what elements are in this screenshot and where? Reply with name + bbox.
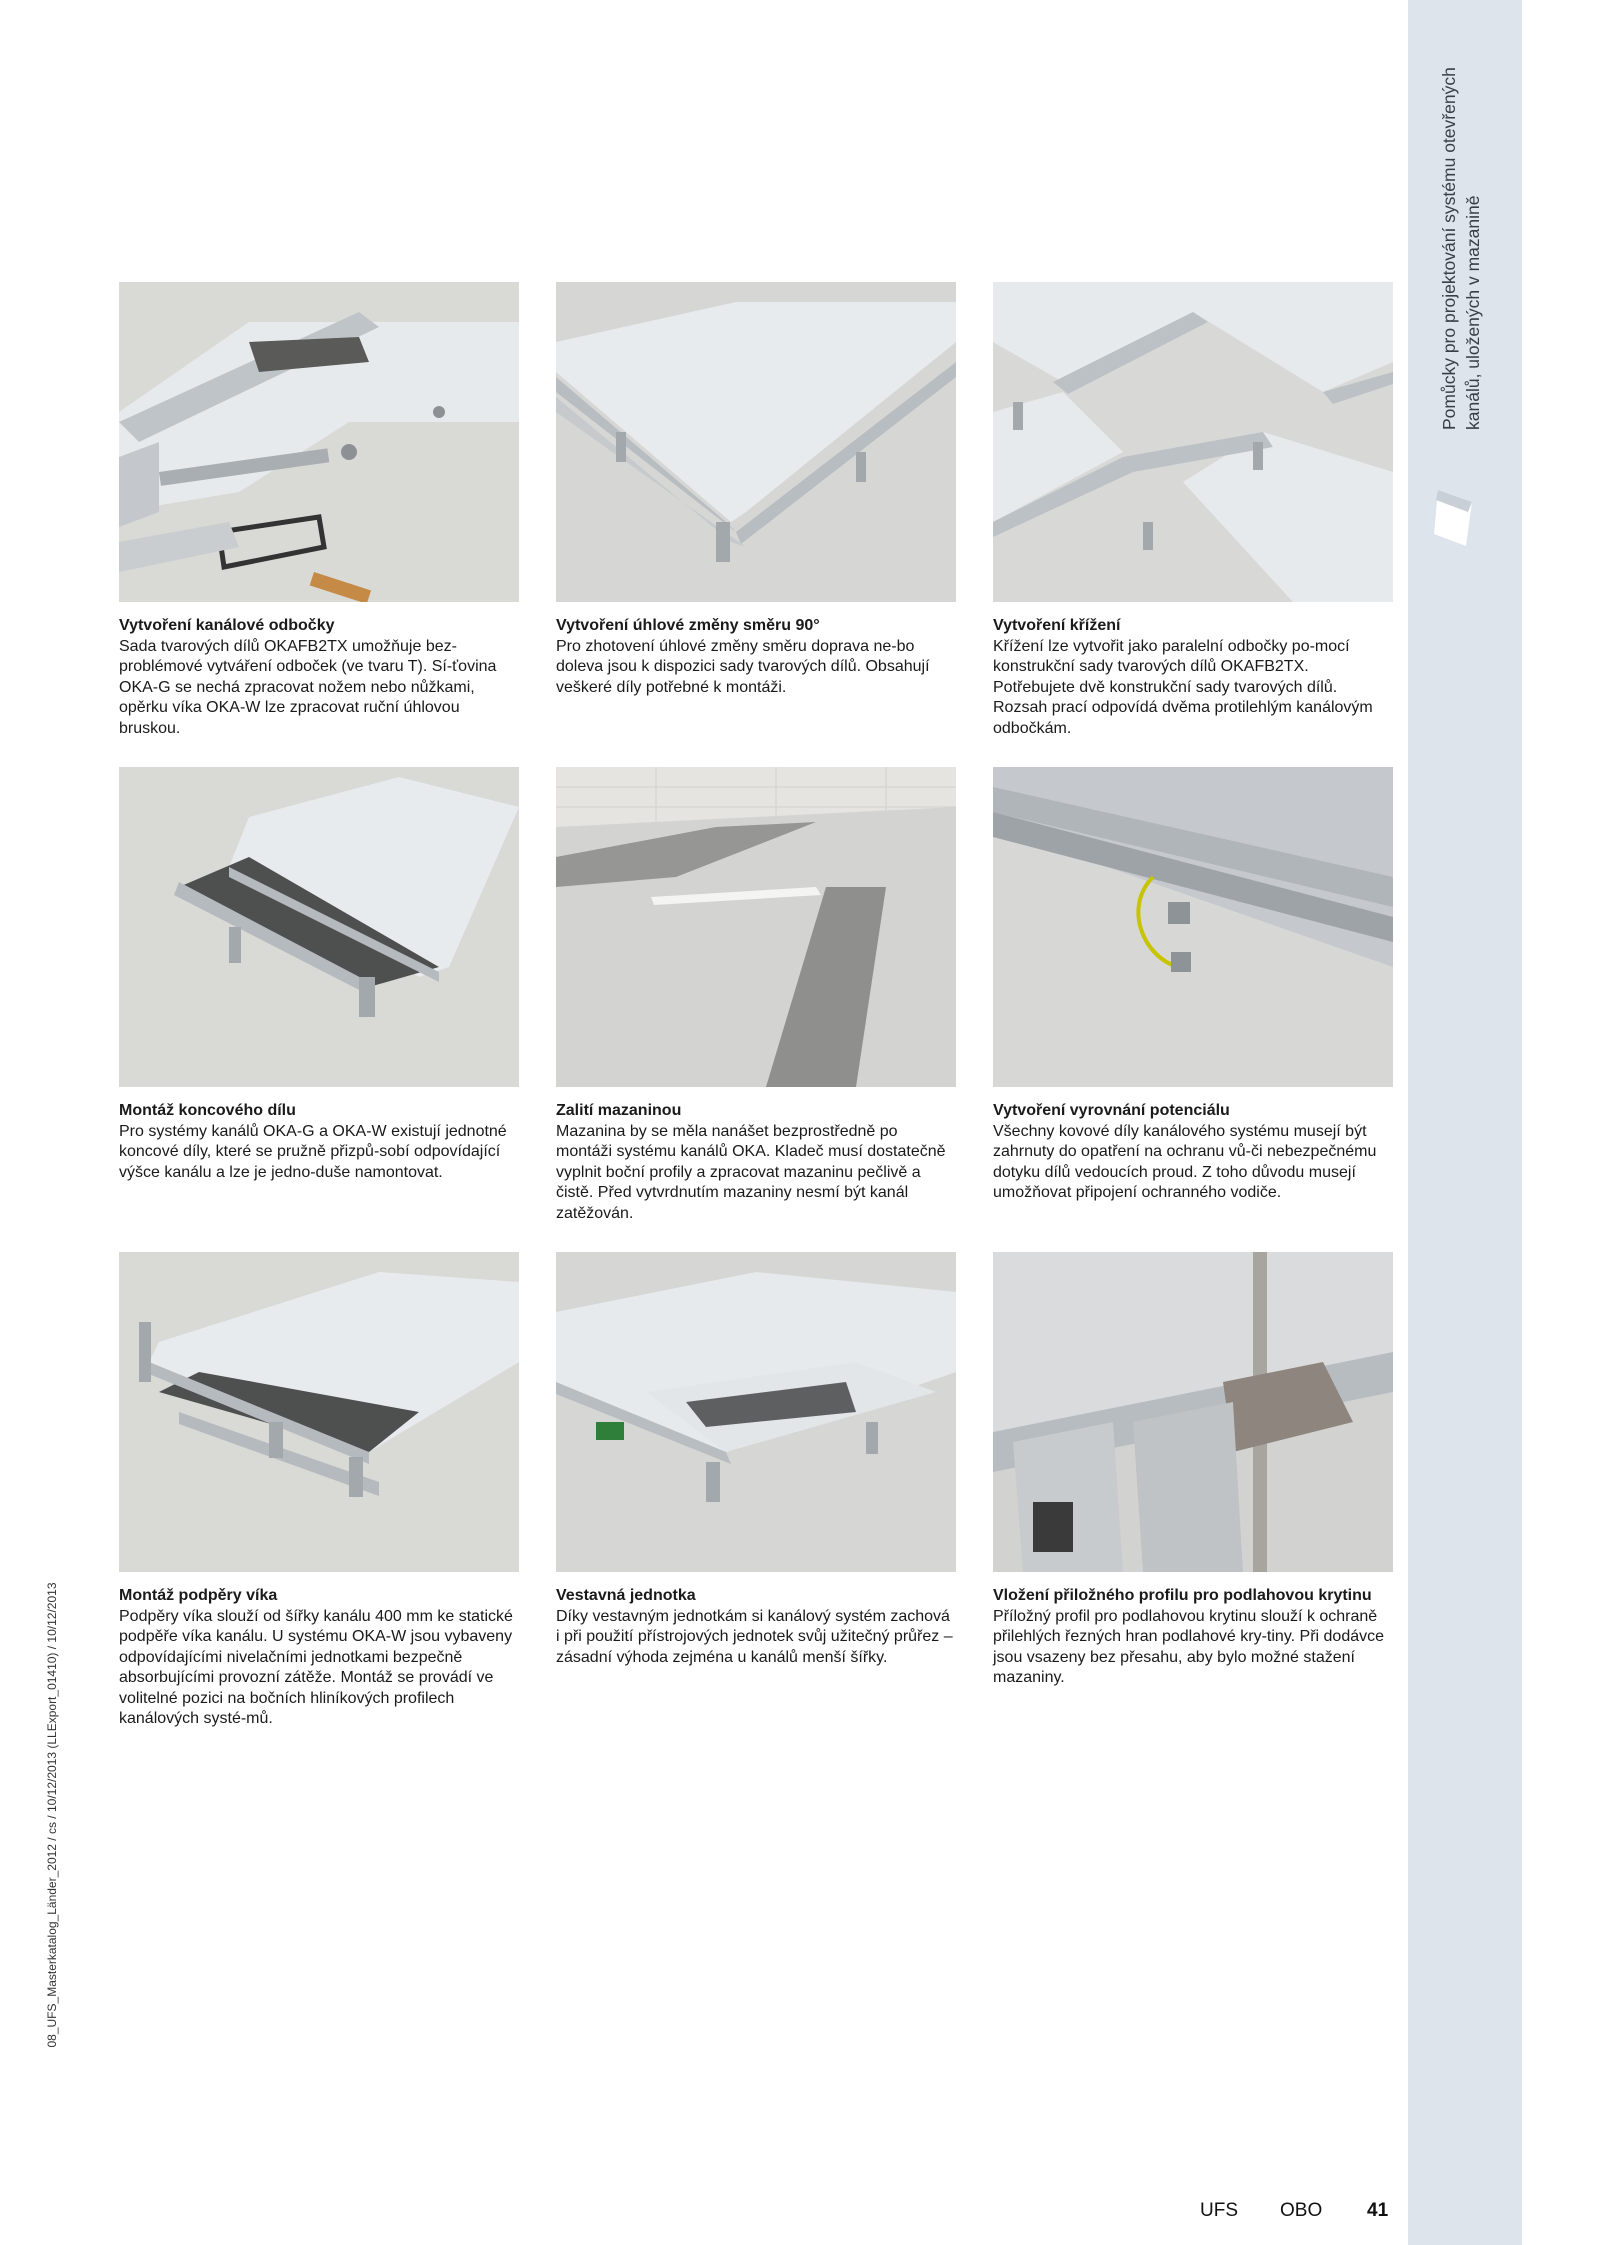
photo-potential-equalization — [993, 767, 1393, 1087]
caption-title: Vytvoření vyrovnání potenciálu — [993, 1102, 1230, 1119]
caption-title: Vložení přiložného profilu pro podlahovou krytinu — [993, 1587, 1372, 1604]
item-screed — [556, 767, 956, 1224]
caption-text: Mazanina by se měla nanášet bezprostředně po montáži systému kanálů OKA. Kladeč musí dostatečně vyplnit boční profily a zpracovat mazaninu pečlivě a čistě. Před vytvrdnutím mazaniny nesmí být kanál zatěžován. — [556, 1122, 946, 1222]
item-channel-branch — [119, 282, 519, 739]
page-tab-marker-icon — [1432, 488, 1480, 548]
caption-text: Křížení lze vytvořit jako paralelní odbočky po-mocí konstrukční sady tvarových dílů OKAFB2TX. Potřebujete dvě konstrukční sady tvarových dílů. Rozsah prací odpovídá dvěma protilehlým kanálovým odbočkám. — [993, 637, 1373, 737]
caption-title: Montáž podpěry víka — [119, 1587, 278, 1604]
caption-text: Podpěry víka slouží od šířky kanálu 400 mm ke statické podpěře víka kanálu. U systému OKA-W jsou vybaveny odpovídajícími nivelačními jednotkami bezpečně absorbujícími provozní zátěže. Montáž se provádí ve volitelné pozici na bočních hliníkových profilech kanálových systé-mů. — [119, 1607, 513, 1727]
caption-text: Všechny kovové díly kanálového systému musejí být zahrnuty do opatření na ochranu vů-či nebezpečnému dotyku dílů vedoucích proud. Z toho důvodu musejí umožňovat připojení ochranného vodiče. — [993, 1122, 1377, 1201]
item-end-piece — [119, 767, 519, 1183]
caption-text: Pro zhotovení úhlové změny směru doprava ne-bo doleva jsou k dispozici sady tvarových dílů. Obsahují veškeré díly potřebné k montáži. — [556, 637, 930, 696]
item-crossing — [993, 282, 1393, 739]
caption-title: Vytvoření kanálové odbočky — [119, 617, 335, 634]
photo-end-piece — [119, 767, 519, 1087]
item-angle-change — [556, 282, 956, 698]
photo-angle-change — [556, 282, 956, 602]
sidebar-title: Pomůcky pro projektování systému otevřených kanálů, uložených v mazanině — [1439, 67, 1483, 430]
photo-floor-covering-profile — [993, 1252, 1393, 1572]
photo-screed — [556, 767, 956, 1087]
footer-brand: OBO — [1280, 2200, 1323, 2221]
photo-channel-branch — [119, 282, 519, 602]
photo-crossing — [993, 282, 1393, 602]
caption-title: Vytvoření křížení — [993, 617, 1121, 634]
page-number: 41 — [1367, 2200, 1389, 2221]
photo-cover-support — [119, 1252, 519, 1572]
caption-text: Příložný profil pro podlahovou krytinu slouží k ochraně přilehlých řezných hran podlahové kry-tiny. Při dodávce jsou vsazeny bez přesahu, aby bylo možné stažení mazaniny. — [993, 1607, 1385, 1686]
caption-text: Sada tvarových dílů OKAFB2TX umožňuje bez-problémové vytváření odboček (ve tvaru T). Sí-ťovina OKA-G se nechá zpracovat nožem nebo nůžkami, opěrku víka OKA-W lze zpracovat ruční úhlovou bruskou. — [119, 637, 497, 737]
caption-title: Zalití mazaninou — [556, 1102, 682, 1119]
item-installation-unit — [556, 1252, 956, 1668]
caption-text: Díky vestavným jednotkám si kanálový systém zachová i při použití přístrojových jednotek svůj užitečný průřez – zásadní výhoda zejména u kanálů menší šířky. — [556, 1607, 953, 1666]
item-floor-covering-profile — [993, 1252, 1393, 1689]
caption-title: Vestavná jednotka — [556, 1587, 696, 1604]
caption-title: Montáž koncového dílu — [119, 1102, 296, 1119]
caption-text: Pro systémy kanálů OKA-G a OKA-W existují jednotné koncové díly, které se pružně přizpů-sobí odpovídající výšce kanálu a lze je jedno-duše namontovat. — [119, 1122, 507, 1181]
item-potential-equalization — [993, 767, 1393, 1204]
catalog-code: 08_UFS_Masterkatalog_Länder_2012 / cs / 10/12/2013 (LLExport_01410) / 10/12/2013 — [45, 1582, 59, 2048]
item-cover-support — [119, 1252, 519, 1730]
photo-installation-unit — [556, 1252, 956, 1572]
caption-title: Vytvoření úhlové změny směru 90° — [556, 617, 820, 634]
footer-ufs: UFS — [1200, 2200, 1238, 2221]
